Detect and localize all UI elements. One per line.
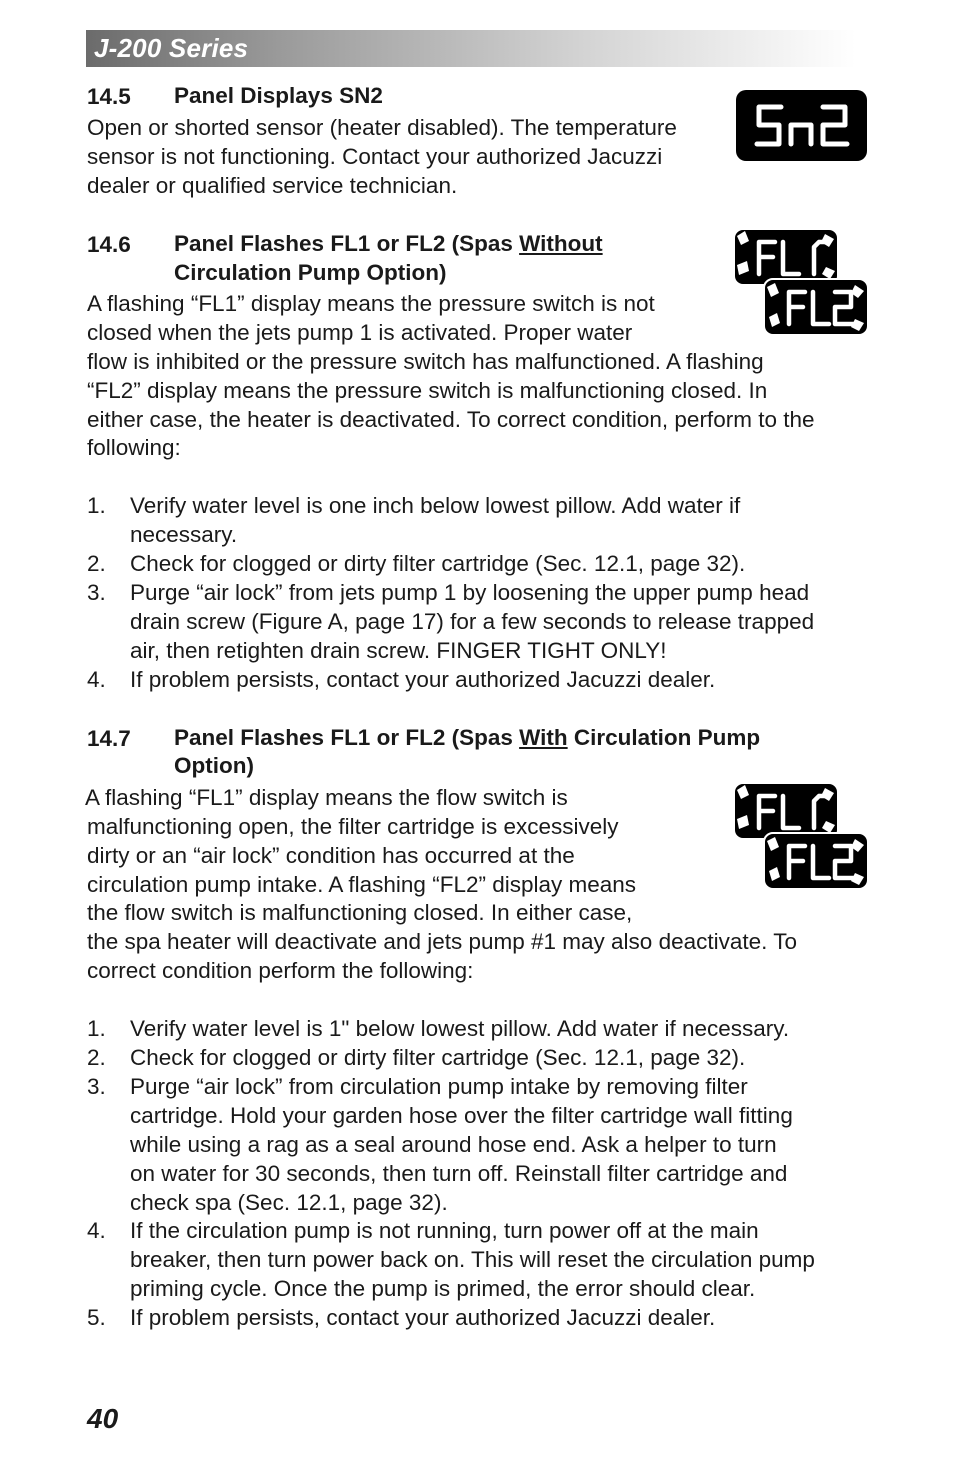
body-line: either case, the heater is deactivated. To correct condition, perform to the — [87, 407, 815, 432]
step-line: Verify water level is one inch below lowest pillow. Add water if — [130, 493, 741, 518]
step-line: If problem persists, contact your authorized Jacuzzi dealer. — [130, 667, 716, 692]
section-number-14-7: 14.7 — [87, 726, 131, 751]
step-number: 3. — [87, 580, 106, 605]
body-line: sensor is not functioning. Contact your authorized Jacuzzi — [87, 144, 663, 169]
body-line: following: — [87, 435, 181, 460]
lcd-fl1-fl2-flashing-icon — [731, 781, 871, 891]
body-line: flow is inhibited or the pressure switch has malfunctioned. A flashing — [87, 349, 764, 374]
body-line: dealer or qualified service technician. — [87, 173, 458, 198]
step-line: drain screw (Figure A, page 17) for a few seconds to release trapped — [130, 609, 815, 634]
body-line: “FL2” display means the pressure switch is malfunctioning closed. In — [87, 378, 768, 403]
step-line: necessary. — [130, 522, 238, 547]
section-title-14-7-line1: Panel Flashes FL1 or FL2 (Spas With Circulation Pump — [174, 725, 761, 750]
step-number: 3. — [87, 1074, 106, 1099]
step-number: 2. — [87, 551, 106, 576]
section-title-14-6-line1: Panel Flashes FL1 or FL2 (Spas Without — [174, 231, 603, 256]
section-title-14-6-line2: Circulation Pump Option) — [174, 260, 447, 285]
step-line: on water for 30 seconds, then turn off. Reinstall filter cartridge and — [130, 1161, 788, 1186]
series-header-bar — [86, 30, 856, 67]
lcd-fl1-fl2-flashing-icon — [731, 227, 871, 337]
body-line: circulation pump intake. A flashing “FL2” display means — [87, 872, 637, 897]
section-number-14-6: 14.6 — [87, 232, 131, 257]
step-line: Check for clogged or dirty filter cartridge (Sec. 12.1, page 32). — [130, 1045, 746, 1070]
step-line: Purge “air lock” from circulation pump intake by removing filter — [130, 1074, 748, 1099]
page-number: 40 — [87, 1403, 119, 1434]
step-number: 4. — [87, 667, 106, 692]
body-line: correct condition perform the following: — [87, 958, 474, 983]
step-line: Verify water level is 1" below lowest pillow. Add water if necessary. — [130, 1016, 790, 1041]
step-line: Purge “air lock” from jets pump 1 by loosening the upper pump head — [130, 580, 810, 605]
step-number: 2. — [87, 1045, 106, 1070]
body-line: A flashing “FL1” display means the pressure switch is not — [87, 291, 655, 316]
body-line: closed when the jets pump 1 is activated. Proper water — [87, 320, 633, 345]
body-line: the spa heater will deactivate and jets pump #1 may also deactivate. To — [87, 929, 798, 954]
body-line: A flashing “FL1” display means the flow switch is — [85, 785, 568, 810]
step-number: 5. — [87, 1305, 106, 1330]
lcd-sn2-icon — [735, 89, 868, 162]
step-line: cartridge. Hold your garden hose over the filter cartridge wall fitting — [130, 1103, 793, 1128]
step-line: while using a rag as a seal around hose end. Ask a helper to turn — [130, 1132, 777, 1157]
body-line: malfunctioning open, the filter cartridge is excessively — [87, 814, 619, 839]
body-line: dirty or an “air lock” condition has occurred at the — [87, 843, 575, 868]
step-line: priming cycle. Once the pump is primed, the error should clear. — [130, 1276, 756, 1301]
section-title-14-5: Panel Displays SN2 — [174, 83, 383, 108]
step-number: 4. — [87, 1218, 106, 1243]
step-number: 1. — [87, 1016, 106, 1041]
section-title-14-7-line2: Option) — [174, 753, 254, 778]
step-line: breaker, then turn power back on. This will reset the circulation pump — [130, 1247, 815, 1272]
step-line: If problem persists, contact your authorized Jacuzzi dealer. — [130, 1305, 716, 1330]
step-line: check spa (Sec. 12.1, page 32). — [130, 1190, 448, 1215]
step-line: air, then retighten drain screw. FINGER TIGHT ONLY! — [130, 638, 667, 663]
series-title: J-200 Series — [94, 33, 249, 63]
body-line: Open or shorted sensor (heater disabled). The temperature — [87, 115, 677, 140]
section-number-14-5: 14.5 — [87, 84, 131, 109]
step-line: If the circulation pump is not running, turn power off at the main — [130, 1218, 759, 1243]
body-line: the flow switch is malfunctioning closed. In either case, — [87, 900, 633, 925]
step-number: 1. — [87, 493, 106, 518]
step-line: Check for clogged or dirty filter cartridge (Sec. 12.1, page 32). — [130, 551, 746, 576]
